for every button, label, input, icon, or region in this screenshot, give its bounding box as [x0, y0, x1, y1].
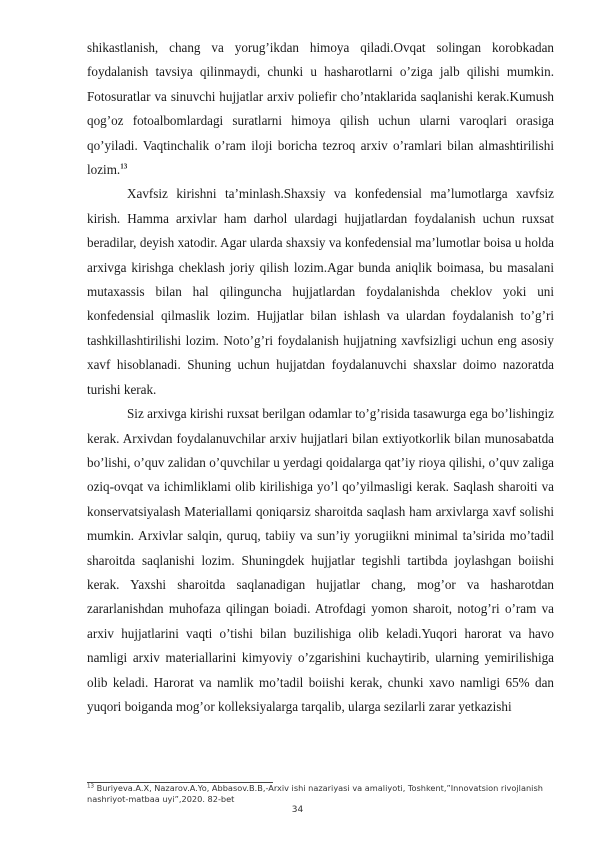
- footnote-reference[interactable]: 13: [120, 162, 128, 171]
- paragraph-2: Xavfsiz kirishni ta’minlash.Shaxsiy va konfedensial ma’lumotlarga xavfsiz kirish. Hamma arxivlar ham darhol ulardagi hujjatlardan foydalanish uchun ruxsat beradilar, deyish xatodir. Agar ularda shaxsiy va konfedensial ma’lumotlar boisa u holda arxivga kirishga cheklash joriy qilish lozim.Agar bunda aniqlik boimasa, bu masalani mutaxassis bilan hal qilinguncha hujjatlardan foydalanishda cheklov yoki uni konfedensial qilmaslik lozim. Hujjatlar bilan ishlash va ulardan foydalanish to’g’ri tashkillashtirilishi lozim. Noto’g’ri foydalanish hujjatning xavfsizligi uchun eng asosiy xavf hisoblanadi. Shuning uchun hujjatdan foydalanuvchi shaxslar doimo nazoratda turishi kerak.: [87, 186, 554, 397]
- body-text: [87, 36, 554, 719]
- paragraph-3: Siz arxivga kirishi ruxsat berilgan odamlar to’g’risida tasawurga ega bo’lishingiz kerak. Arxivdan foydalanuvchilar arxiv hujjatlari bilan extiyotkorlik bilan munosabatda bo’lishi, o’quv zalidan o’quvchilar u yerdagi qoidalarga qat’iy rioya qilishi, o’quv zaliga oziq-ovqat va ichimliklami olib kirilishiga yo’l qo’yilmasligi kerak. Saqlash sharoiti va konservatsiyalash Materiallami qoniqarsiz sharoitda saqlash ham arxivlarga xavf solishi mumkin. Arxivlar salqin, quruq, tabiiy va sun’iy yorugiikni minimal ta’sirida mo’tadil sharoitda saqlanishi lozim. Shuningdek hujjatlar tegishli tartibda joylashgan boiishi kerak. Yaxshi sharoitda saqlanadigan hujjatlar chang, mog’or va hasharotdan zararlanishdan muhofaza qilingan boiadi. Atrofdagi yomon sharoit, notog’ri o’ram va arxiv hujjatlarini vaqti o’tishi bilan buzilishiga olib keladi.Yuqori harorat va havo namligi arxiv materiallarini kimyoviy o’zgarishini kuchaytirib, ularning yemirilishiga olib keladi. Harorat va namlik mo’tadil boiishi kerak, chunki xavo namligi 65% dan yuqori boiganda mog’or kolleksiyalarga tarqalib, ularga sezilarli zarar yetkazishi: [87, 406, 554, 714]
- footnote-number: 13: [87, 783, 94, 790]
- footnote: [87, 783, 554, 805]
- paragraph-1: [87, 36, 554, 182]
- paragraph-1-text: shikastlanish, chang va yorug’ikdan himoya qiladi.Ovqat solingan korobkadan foydalanish tavsiya qilinmaydi, chunki u hasharotlarni o’ziga jalb qilishi mumkin. Fotosuratlar va sinuvchi hujjatlar arxiv poliefir cho’ntaklarida saqlanishi kerak.Kumush qog’oz fotoalbomlardagi suratlarni himoya qilish uchun ularni varoqlari orasiga qo’yiladi. Vaqtinchalik o’ram iloji boricha tezroq arxiv o’ramlari bilan almashtirilishi lozim.: [87, 40, 554, 178]
- page-number: 34: [291, 805, 304, 815]
- footnote-text: Buriyeva.A.X, Nazarov.A.Yo, Abbasov.B.B,-Arxiv ishi nazariyasi va amaliyoti, Toshkent,”Innovatsion rivojlanish nashriyot-matbaa uyi”,2020. 82-bet: [87, 783, 543, 804]
